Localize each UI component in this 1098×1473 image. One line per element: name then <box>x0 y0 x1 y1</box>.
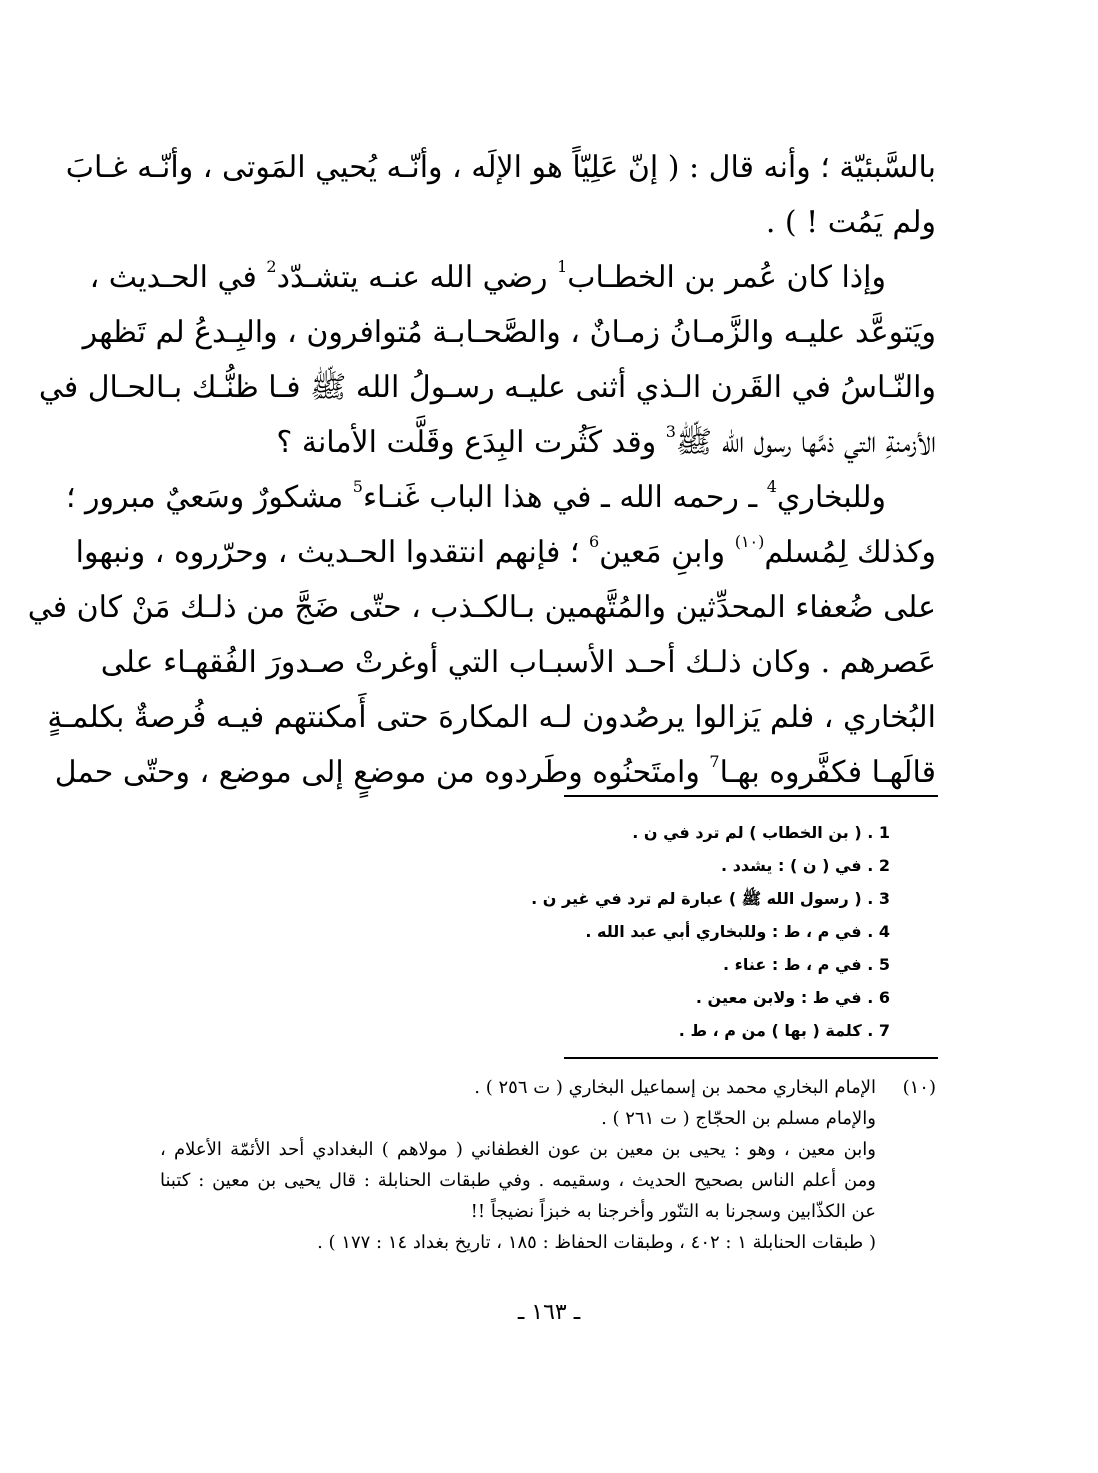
footnote-ref[interactable]: 2 <box>266 257 277 276</box>
note-line: (١٠)الإمام البخاري محمد بن إسماعيل البخاري ( ت ٢٥٦ ) . <box>160 1072 936 1103</box>
text-line: والنّـاسُ في القَرن الـذي أثنى عليـه رسـولُ الله ﷺ فـا ظنُّـك بـالحـال في <box>38 370 936 405</box>
text-line: بالسَّبئيّة ؛ وأنه قال : ( إنّ عَلِيّاً هو الإلَه ، وأنّـه يُحيي المَوتى ، وأنّـه غـابَ <box>65 150 936 185</box>
text-line: على ضُعفاء المحدِّثين والمُتَّهمين بـالكـذب ، حتّى ضَجَّ من ذلـك مَنْ كان في <box>27 590 936 625</box>
footnote-ref[interactable]: 5 <box>352 477 363 496</box>
footnote-ref[interactable]: 6 <box>588 532 600 551</box>
text-line: عَصرهم . وكان ذلـك أحـد الأسبـاب التي أوغرتْ صـدورَ الفُقهـاء على <box>100 645 936 680</box>
text-line: وإذا كان عُمر بن الخطـاب$^1$ رضي الله عنـه يتشـدّد$^2$ في الحـديث ، <box>89 257 886 295</box>
footnote-ref[interactable]: 3 <box>665 422 676 441</box>
footnote-item: 7 . كلمة ( بها ) من م ، ط . <box>678 1021 890 1040</box>
footnote-ref[interactable]: 7 <box>709 752 720 771</box>
note-line: ( طبقات الحنابلة ١ : ٤٠٢ ، وطبقات الحفاظ : ١٨٥ ، تاريخ بغداد ١٤ : ١٧٧ ) . <box>317 1232 876 1253</box>
variant-footnotes <box>531 816 890 1047</box>
main-text <box>27 140 936 800</box>
footnote-item: 6 . في ط : ولابن معين . <box>695 988 890 1007</box>
text-line: وللبخاري$^4$ ـ رحمه الله ـ في هذا الباب غَنـاء$^5$ مشكورٌ وسَعيٌ مبرور ؛ <box>65 477 886 515</box>
notes-divider <box>564 1057 938 1059</box>
editor-notes <box>160 1072 936 1258</box>
text-line: قالَهـا فكفَّروه بهـا$^7$ وامتَحنُوه وطَردوه من موضعٍ إلى موضع ، وحتّى حمل <box>54 752 936 790</box>
footnote-item: 4 . في م ، ط : وللبخاري أبي عبد الله . <box>585 922 890 941</box>
note-line: وابن معين ، وهو : يحيى بن معين بن عون الغطفاني ( مولاهم ) البغدادي أحد الأئمّة الأعلام ، <box>160 1139 876 1160</box>
note-line: عن الكذّابين وسجرنا به التنّور وأخرجنا به خبزاً نضيجاً !! <box>470 1201 876 1222</box>
text-line: وكذلك لِمُسلم$^{(١٠)}$ وابنِ مَعين$^6$ ؛ فإنهم انتقدوا الحـديث ، وحرّروه ، ونبهوا <box>75 532 936 570</box>
footnote-ref[interactable]: 4 <box>766 477 777 496</box>
note-marker: (١٠) <box>902 1077 936 1098</box>
footnote-ref[interactable]: 1 <box>557 257 568 276</box>
footnote-item: 3 . ( رسول الله ﷺ ) عبارة لم ترد في غير ن . <box>531 889 890 908</box>
footnote-ref[interactable]: (١٠) <box>734 532 765 551</box>
footnote-item: 5 . في م ، ط : عناء . <box>723 955 890 974</box>
text-line: الأزمنةِ التي ذمَّها رسول الله ﷺ$^3$ وقد كَثُرت البِدَع وقَلَّت الأمانة ؟ <box>276 422 936 460</box>
footnote-item: 1 . ( بن الخطاب ) لم ترد في ن . <box>632 823 890 842</box>
note-line: والإمام مسلم بن الحجّاج ( ت ٢٦١ ) . <box>601 1108 876 1129</box>
text-line: ولم يَمُت ! ) . <box>765 205 936 240</box>
page-number: ـ ١٦٣ ـ <box>517 1300 581 1325</box>
note-line: ومن أعلم الناس بصحيح الحديث ، وسقيمه . وفي طبقات الحنابلة : قال يحيى بن معين : كتبنا <box>160 1170 876 1191</box>
footnote-divider <box>564 795 938 797</box>
text-line: البُخاري ، فلم يَزالوا يرصُدون لـه المكارهَ حتى أَمكنتهم فيـه فُرصةٌ بكلمـةٍ <box>47 700 936 735</box>
footnote-item: 2 . في ( ن ) : يشدد . <box>721 856 890 875</box>
text-line: ويَتوعَّد عليـه والزَّمـانُ زمـانٌ ، والصَّحـابـة مُتوافرون ، والبِـدعُ لم تَظهر <box>82 315 936 350</box>
